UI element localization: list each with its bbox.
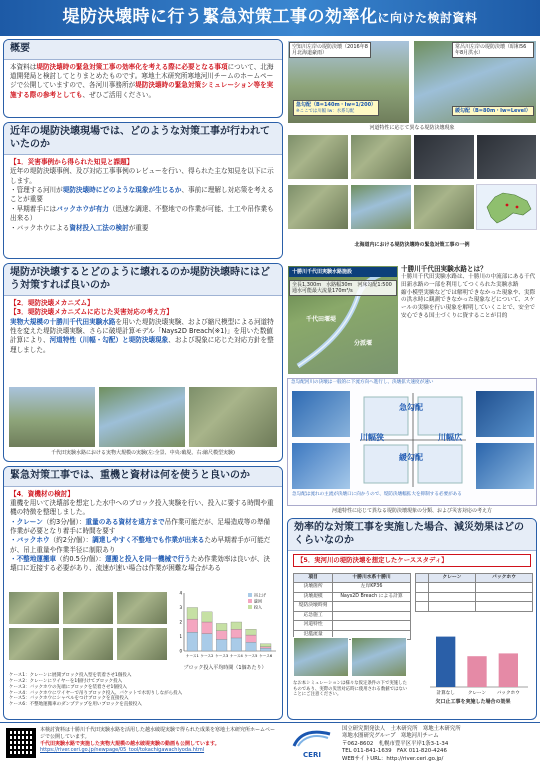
mech-pc: 、および現象に応じた対応方針を整理しました。 xyxy=(10,336,274,354)
bar-segment xyxy=(202,622,213,634)
past-bullet-3 xyxy=(10,224,276,233)
photo-case-2 xyxy=(350,134,412,180)
bar-segment xyxy=(260,648,271,651)
y-tick: 4 xyxy=(179,590,182,596)
b3em: 資材投入工法の検討 xyxy=(69,223,129,232)
legend-swatch xyxy=(248,599,252,603)
x-tick: ケース2 xyxy=(200,654,214,658)
x-tick: ケース6 xyxy=(259,654,273,658)
c2a: ・バックホウ xyxy=(10,536,50,545)
past-sub-heading: 【1．災害事例から得られた知見と課題】 xyxy=(10,158,134,166)
mech-pb: を用いた堤防決壊実験、および縮尺模型による河道特性を変えた堤防決壊実験、さらに破堤計算モデル「Nays2D Breach(※1)」を用いた数値計算により、 xyxy=(10,317,274,345)
case-item: ケース6：不整地運搬車のダンプアップを用いブロックを直接投入 xyxy=(9,702,142,708)
x-tick: ケース4 xyxy=(229,654,243,658)
classification-axes xyxy=(354,389,472,491)
bar-segment xyxy=(231,638,242,651)
label-chiyoda-weir: 千代田堰堤 xyxy=(306,316,337,323)
overview-emph-2: 堤防決壊時の緊急対策シミュレーション等を実施する際の参考としても xyxy=(10,81,274,99)
legend-swatch xyxy=(248,605,252,609)
photo-crane-2 xyxy=(62,591,114,625)
past-cases-title: 近年の堤防決壊現場では、どのような対策工事が行われていたのか xyxy=(4,123,282,155)
b3a: ・バックホウによる xyxy=(10,223,70,232)
materials-intro: 重機を用いて決壊部を想定した水中へのブロック投入実験を行い、投入に要する時間や重機の特徴を整理しました。 xyxy=(10,498,274,517)
photo-caption-tokoro: 常呂川左岸の堤防決壊（昭和56年8月洪水） xyxy=(452,42,534,58)
steep-narrow-panel xyxy=(292,391,350,437)
explanation-p2: 縮小模型実験などでは解明できなかった現象や、実際の洪水時に観測できなかった現象などについて、スケールの実験を行い現象を解明していくことで、安全で安心できる国土づくりに資することが目的 xyxy=(401,289,536,319)
steep-wide-panel xyxy=(476,391,534,437)
c3em: 運搬と投入を同一機械で行う xyxy=(105,555,191,564)
block-time-chart xyxy=(172,589,278,663)
chiyoda-explanation xyxy=(401,265,537,375)
title-suffix: に向けた検討資料 xyxy=(377,11,478,25)
materials-sub: 【4．資機材の検討】 xyxy=(10,489,74,498)
mech-pem: 河道特性（川幅・勾配）と堤防決壊現象 xyxy=(49,336,169,345)
effect-section xyxy=(287,518,537,720)
photo-backhoe-3 xyxy=(62,627,114,661)
fig-bottom-note: 急勾配は流れの主流が決壊口に向かうので、堤防決壊幅拡大を抑制する必要がある xyxy=(292,492,462,497)
gentle-narrow-panel xyxy=(292,443,350,489)
overview-title: 概要 xyxy=(4,40,282,60)
overview-body xyxy=(4,60,282,103)
label-diversion-weir: 分派堰 xyxy=(354,340,373,347)
sim-disclaimer: なお本シミュレーションは様々な仮定条件の下で実施したものであり、実際の災害対応時に使用される数値ではないことにご注意ください。 xyxy=(293,681,408,698)
c3b: （約0.5分/個）： xyxy=(56,555,106,564)
photo-backhoe-1 xyxy=(116,591,168,625)
rth-0 xyxy=(416,574,429,583)
case-list xyxy=(9,673,279,708)
c2em: 調達しやすく不整地でも作業が出来る xyxy=(92,536,205,545)
bar-segment xyxy=(187,632,198,651)
past-bullet-1 xyxy=(10,186,276,205)
explanation-title: 十勝川千代田実験水路とは？ xyxy=(401,265,487,273)
bar-segment xyxy=(246,635,257,642)
tag-steep-text: 急勾配（B=140m・Iw=1/200） xyxy=(296,102,377,108)
label-narrow: 川幅狭 xyxy=(360,433,384,442)
title-main: 堤防決壊時に行う緊急対策工事の効率化 xyxy=(62,7,378,27)
materials-section xyxy=(3,466,283,720)
label-wide: 川幅広 xyxy=(438,433,462,442)
c2b: （約2分/個）： xyxy=(49,536,93,545)
bar-segment xyxy=(187,619,198,632)
past-intro: 近年の堤防決壊事例、及び対応工事事例のレビューを行い、得られた主な知見を以下に示します。 xyxy=(10,167,274,185)
b1a: ・管理する河川が xyxy=(10,186,63,195)
td-r4: 河道特性 xyxy=(294,621,333,630)
x-tick: ケース3 xyxy=(215,654,229,658)
method-compare-table xyxy=(415,573,533,612)
td-r3v xyxy=(333,611,411,620)
case-item: ケース1：クレーンに展開ブロック投入型を装着させ1個投入 xyxy=(9,673,132,678)
rth-1: クレーン xyxy=(428,574,475,583)
caption-emergency-examples: 北海道内における堤防決壊時の緊急対策工事の一例 xyxy=(354,242,470,248)
past-bullet-2 xyxy=(10,205,276,224)
c2c: ため早期着手が可能 xyxy=(204,536,264,545)
chart-caption: ブロック投入平均時間（1個あたり） xyxy=(183,665,267,671)
x-tick: ケース1 xyxy=(185,654,199,658)
label-steep: 急勾配 xyxy=(399,403,423,412)
bar-segment xyxy=(260,644,271,647)
td-r5: 氾濫流量 xyxy=(294,630,333,639)
carrier-line xyxy=(10,555,276,574)
photo-scale-model xyxy=(188,386,278,448)
overview-section xyxy=(3,39,283,118)
mechanism-title: 堤防が決壊するとどのように壊れるのか堤防決壊時にはどう対策すれば良いのか xyxy=(4,264,282,296)
org-web[interactable]: WEBサイトURL：http://river.ceri.go.jp/ xyxy=(342,755,444,762)
legend-label: 投入 xyxy=(254,604,262,610)
backhoe-line xyxy=(10,536,276,555)
caption-classification: 河道特性に応じて異なる堤防決壊現象の分類、および災害対応の考え方 xyxy=(331,508,492,514)
overview-emph-1: 堤防決壊時の緊急対策工事の効率化を考える際に必要となる事項 xyxy=(36,62,228,71)
sim-map-2 xyxy=(351,637,407,677)
org-name: 国立研究開発法人 土木研究所 寒地土木研究所 xyxy=(342,726,461,732)
chiyoda-spec: 全長1,300m 水路幅30m 河床勾配1:500 通水可能最大流量170m³/s xyxy=(289,280,397,296)
case-item: ケース2：クレーンにワイヤーを1個付けてブロック投入 xyxy=(9,678,123,684)
qr-code[interactable] xyxy=(6,728,36,758)
c2d: だが、吊上重量や作業半径に制限あり xyxy=(10,536,271,554)
case-item: ケース4：バックホウにワイヤーで吊りブロック投入、バケットで水切りしながら投入 xyxy=(9,690,183,696)
photo-case-3 xyxy=(413,134,475,180)
fig-top-note: 急勾配河川の決壊は一般的に下流方向へ進行し、決壊拡大速度が速い xyxy=(291,380,434,385)
photo-chiyoda-overview xyxy=(8,386,96,448)
y-tick: 0 xyxy=(179,648,182,654)
mechanism-sub-2: 【3．堤防決壊メカニズムに応じた災害対応の考え方】 xyxy=(10,308,173,317)
effect-bar-label: バックホウ xyxy=(496,691,520,696)
ceri-logo xyxy=(286,728,338,758)
legend-swatch xyxy=(248,593,252,597)
overview-text-2: について、北海道開発局と検討してとりまとめたものです。寒地土木研究所寒地河川チームのホームページで公開していますので、各河川事務所が xyxy=(10,62,274,90)
td-r4v xyxy=(333,621,411,630)
c1a: ・クレーン xyxy=(10,517,43,526)
footer-note-red: 千代田実験水路で実施した実物大規模の越水破堤実験の動画も公開しています。 xyxy=(40,740,220,747)
ceri-logo-icon xyxy=(286,728,338,748)
th-item: 項目 xyxy=(294,574,333,583)
bar-segment xyxy=(187,608,198,620)
td-r1: 決壊規模 xyxy=(294,592,333,601)
materials-body xyxy=(4,487,282,577)
overview-text-3: 、ぜひご活用ください。 xyxy=(82,90,156,99)
past-cases-body xyxy=(4,155,282,236)
photo-case-7 xyxy=(413,184,475,230)
c1em: 重量のある資材を遠方まで xyxy=(85,517,165,526)
bar-segment xyxy=(216,639,227,651)
label-gentle: 緩勾配 xyxy=(399,453,423,462)
page-header xyxy=(0,0,540,36)
breach-classification-figure xyxy=(287,378,537,506)
effect-bar-label: クレーン xyxy=(467,691,487,696)
footer-notes xyxy=(40,727,278,754)
photo-case-5 xyxy=(287,184,349,230)
footer-note: 本検討資料は十勝川千代田実験水路を活用した越水破堤実験で得られた成果を寒地土木研究所ホームページで公開しています。 xyxy=(40,727,276,740)
bar-segment xyxy=(246,629,257,635)
sim-map-1 xyxy=(293,637,349,677)
c1c: 吊作業可能だが、足場造成等の準備作業が必要となり着手に時間を要す xyxy=(10,517,271,535)
tag-gentle: 緩勾配（B=80m・Iw=Level） xyxy=(452,106,534,116)
bar-segment xyxy=(202,634,213,651)
td-r0: 決壊箇所 xyxy=(294,583,333,592)
effect-title: 効率的な対策工事を実施した場合、減災効果はどのくらいなのか xyxy=(288,519,536,551)
org-address: 〒062-8602 札幌市豊平区平岸1条3-1-34 xyxy=(342,740,449,747)
c3a: ・不整地運搬車 xyxy=(10,555,57,564)
bar-segment xyxy=(260,647,271,648)
bar-segment xyxy=(231,629,242,638)
b1em: 堤防決壊時にどのような現象が生じるか xyxy=(62,186,182,195)
x-tick: ケース5 xyxy=(244,654,258,658)
past-cases-section xyxy=(3,122,283,259)
td-r1v: Nays2D Breach による計算 xyxy=(333,592,411,601)
bar-segment xyxy=(216,623,227,630)
org-team: 寒地水圏研究グループ 寒地河川チーム xyxy=(342,733,439,740)
b2a: ・早期着手には xyxy=(10,204,57,213)
hokkaido-map xyxy=(476,184,537,230)
tag-steep-note: ※ここでは川幅 Iw：水系勾配 xyxy=(296,109,355,114)
b3b: が重要 xyxy=(128,223,149,232)
effect-bar xyxy=(499,653,518,687)
y-tick: 2 xyxy=(179,619,182,625)
effect-chart xyxy=(418,627,532,697)
photo-crane-1 xyxy=(8,591,60,625)
org-tel: TEL 011-841-1639 FAX 011-820-4246 xyxy=(342,748,447,755)
gentle-wide-panel xyxy=(476,443,534,489)
mechanism-section xyxy=(3,263,283,462)
td-r3: 応急施工 xyxy=(294,611,333,620)
effect-chart-caption: 欠口止工事を実施した場合の効果 xyxy=(435,699,511,705)
photo-backhoe-2 xyxy=(8,627,60,661)
case-item: ケース5：バックホウにシャベルをつけブロックを直接投入 xyxy=(9,696,129,702)
y-tick: 1 xyxy=(179,634,182,639)
chiyoda-label-title: 十勝川千代田実験水路施設 xyxy=(289,267,397,277)
effect-sub: 【5．実河川の堤防決壊を想定したケーススタディ】 xyxy=(293,554,531,567)
effect-bar-label: 計算なし xyxy=(436,691,455,696)
ceri-logo-text: CERI xyxy=(303,751,321,760)
photo-case-6 xyxy=(350,184,412,230)
page-title xyxy=(0,6,540,29)
c1b: （約3分/個）： xyxy=(42,517,86,526)
caption-chiyoda-experiment: 千代田実験水路における実物大規模の実験(左:全景、中央:破堤、右:縮尺模型実験) xyxy=(51,450,235,456)
effect-bar xyxy=(467,656,486,687)
y-tick: 3 xyxy=(179,605,182,610)
effect-bar xyxy=(436,637,455,687)
bar-segment xyxy=(202,612,213,622)
explanation-p1: 十勝川千代田実験水路は、十勝川の中流部にある千代田新水路の一部を利用してつくられた実験水路 xyxy=(401,274,536,288)
mechanism-paragraph xyxy=(10,318,276,355)
mechanism-body xyxy=(4,296,282,358)
case-item: ケース3：バックホウの先端にブロックを装着させ1個投入 xyxy=(9,684,127,690)
photo-chiyoda-breach xyxy=(98,386,186,448)
bar-segment xyxy=(246,642,257,651)
crane-line xyxy=(10,518,276,537)
photo-carrier xyxy=(116,627,168,661)
tag-steep xyxy=(293,100,379,116)
photo-case-1 xyxy=(287,134,349,180)
mech-pa: 実物大規模の十勝川千代田実験水路 xyxy=(10,317,116,326)
caption-breach-phenomena: 河道特性に応じて異なる堤防決壊現象 xyxy=(369,125,455,131)
footer-org xyxy=(342,726,537,763)
case-study-table xyxy=(293,573,411,640)
overview-text-1: 本資料は xyxy=(10,62,37,71)
photo-caption-sorachi: 空知川左岸の堤防決壊（2016年8月北海道豪雨） xyxy=(289,42,371,58)
bar-segment xyxy=(231,622,242,629)
legend-label: 旋回 xyxy=(254,598,262,604)
th-river: 十勝川水系十勝川 xyxy=(333,574,411,583)
td-r0v: 左岸KP36 xyxy=(333,583,411,592)
rth-2: バックホウ xyxy=(476,574,533,583)
bar-segment xyxy=(216,631,227,640)
mechanism-sub-1: 【2．堤防決壊メカニズム】 xyxy=(10,299,94,307)
b2b: （迅速な調達、不整地での作業が可能、土工や吊作業も出来る） xyxy=(10,204,274,223)
footer-url-link[interactable]: https://river.ceri.go.jp/newpage/05_tool/tokachigawachiyoda.html xyxy=(40,747,205,754)
photo-case-4 xyxy=(476,134,537,180)
b2em: バックホウが有力 xyxy=(56,204,109,213)
td-r2: 堤防決壊時刻 xyxy=(294,602,333,611)
legend-label: 吊上げ xyxy=(254,592,266,598)
b1b: 、事前に理解し対応策を考えることが重要 xyxy=(10,186,274,204)
c3c: ため作業効率は良いが、決壊口に近接する必要があり、流速が速い場合は作業が困難な場合がある xyxy=(10,555,270,573)
td-r2v xyxy=(333,602,411,611)
materials-title: 緊急対策工事では、重機と資材は何を使うと良いのか xyxy=(4,467,282,487)
